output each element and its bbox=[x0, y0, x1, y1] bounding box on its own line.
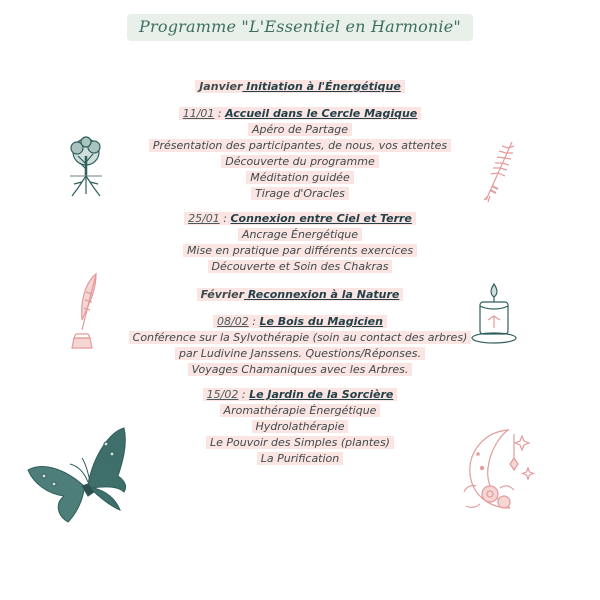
list-item: Hydrolathérapie bbox=[0, 417, 600, 433]
list-item: Conférence sur la Sylvothérapie (soin au contact des arbres) bbox=[0, 328, 600, 344]
month-theme: Initiation à l'Énergétique bbox=[242, 80, 401, 93]
session-date: 25/01 bbox=[188, 212, 220, 225]
list-item: Mise en pratique par différents exercices bbox=[0, 241, 600, 257]
list-item: Ancrage Énergétique bbox=[0, 225, 600, 241]
butterfly-icon bbox=[24, 424, 136, 528]
session-heading: 25/01 : Connexion entre Ciel et Terre bbox=[0, 209, 600, 225]
session-date: 15/02 bbox=[206, 388, 239, 401]
session-heading: 11/01 : Accueil dans le Cercle Magique bbox=[0, 104, 600, 120]
title-container bbox=[0, 14, 600, 41]
month-name: Février bbox=[200, 288, 244, 301]
moon-flowers-icon bbox=[456, 424, 536, 514]
list-item: par Ludivine Janssens. Questions/Réponses. bbox=[0, 344, 600, 360]
quill-ink-icon bbox=[68, 272, 104, 352]
page-title: Programme "L'Essentiel en Harmonie" bbox=[127, 14, 473, 41]
list-item: Découverte du programme bbox=[0, 152, 600, 168]
month-theme: Reconnexion à la Nature bbox=[244, 288, 400, 301]
program bbox=[0, 76, 600, 465]
list-item: Découverte et Soin des Chakras bbox=[0, 257, 600, 273]
tree-icon bbox=[60, 136, 112, 200]
herb-bundle-icon bbox=[478, 138, 520, 204]
session-title: Le Jardin de la Sorcière bbox=[249, 388, 394, 401]
list-item: Présentation des participantes, de nous, vos attentes bbox=[0, 136, 600, 152]
list-item: Voyages Chamaniques avec les Arbres. bbox=[0, 360, 600, 376]
month-name: Janvier bbox=[199, 80, 243, 93]
list-item: La Purification bbox=[0, 449, 600, 465]
list-item: Aromathérapie Énergétique bbox=[0, 401, 600, 417]
session-title: Connexion entre Ciel et Terre bbox=[230, 212, 412, 225]
session-heading: 08/02 : Le Bois du Magicien bbox=[0, 312, 600, 328]
list-item: Tirage d'Oracles bbox=[0, 184, 600, 200]
session-title: Accueil dans le Cercle Magique bbox=[225, 107, 418, 120]
list-item: Le Pouvoir des Simples (plantes) bbox=[0, 433, 600, 449]
session-date: 08/02 bbox=[217, 315, 249, 328]
list-item: Apéro de Partage bbox=[0, 120, 600, 136]
list-item: Méditation guidée bbox=[0, 168, 600, 184]
session-heading: 15/02 : Le Jardin de la Sorcière bbox=[0, 385, 600, 401]
session-title: Le Bois du Magicien bbox=[259, 315, 383, 328]
session-date: 11/01 bbox=[182, 107, 215, 120]
month-heading bbox=[0, 77, 600, 93]
candle-icon bbox=[468, 282, 520, 346]
